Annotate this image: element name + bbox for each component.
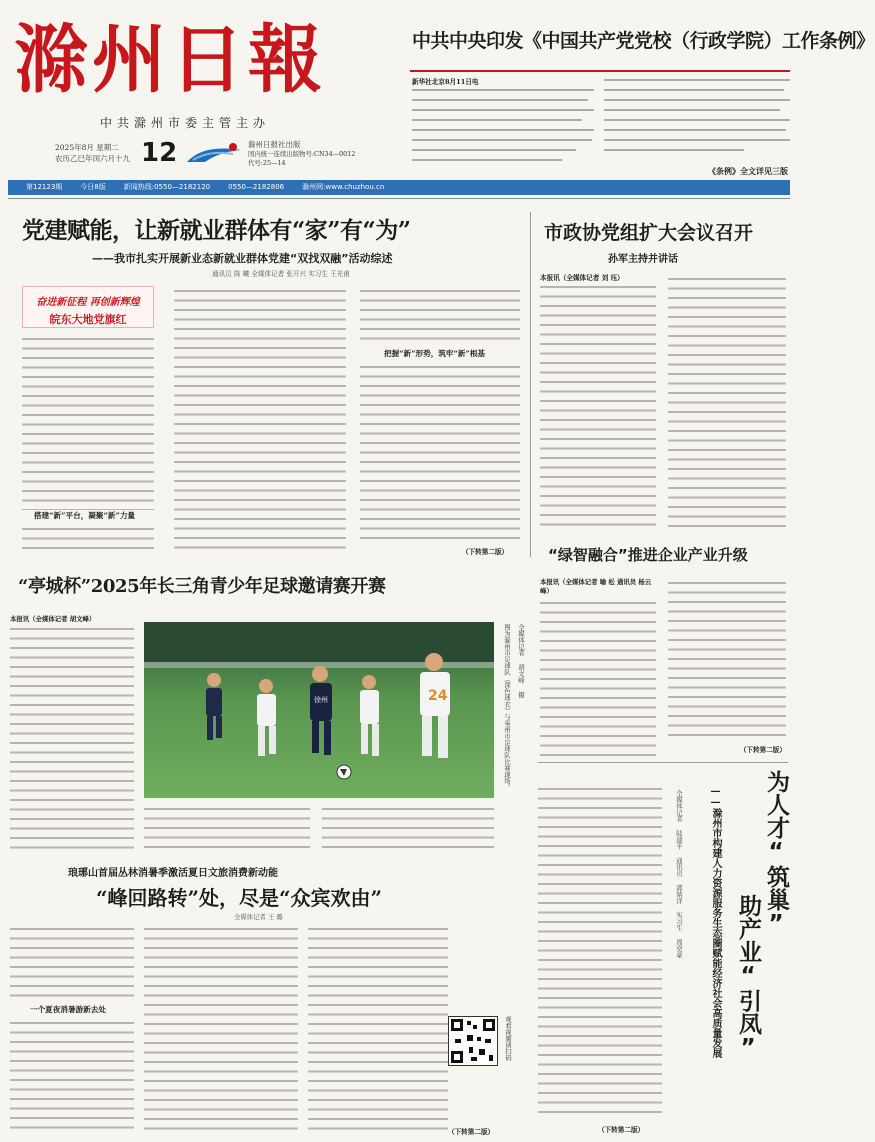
top-story-column-1: [412, 86, 594, 162]
story-langya-byline: 全媒体记者 王 璐: [234, 913, 283, 921]
story-langya-col-1a: [10, 924, 134, 1002]
column-divider-upper: [530, 212, 531, 557]
publisher-block: [248, 141, 355, 167]
story-langya-kicker: 琅琊山首届丛林消暑季激活夏日文旅消费新动能: [68, 868, 278, 879]
story-cppcc-col-1: [540, 282, 656, 532]
story-langya-headline: “峰回路转”处，尽是“众宾欢由”: [96, 886, 383, 910]
jersey-team-text: 徐州: [314, 696, 328, 704]
paper-emblem-icon: [183, 140, 245, 166]
story-langya-section-1: 一个夏夜消暑游新去处: [30, 1005, 106, 1014]
website-link[interactable]: 滁州网:www.chuzhou.cn: [302, 183, 385, 191]
sponsor-line: 中共滁州市委主管主办: [100, 116, 271, 130]
publisher: 滁州日报社出版: [248, 140, 301, 149]
story-green-continued: （下转第二版）: [739, 746, 786, 754]
day-number: 12: [141, 138, 178, 168]
story-football-col-1: [10, 624, 134, 856]
qr-caption: 观看视频请扫码: [504, 1016, 512, 1061]
story-talent-col-1: [538, 784, 662, 1118]
lunar-date: 农历乙巳年闰六月十九: [55, 154, 130, 163]
story-green-col-2: [668, 578, 786, 742]
story-langya-col-1b: [10, 1018, 134, 1134]
postal-code: 代号:25—14: [248, 158, 286, 167]
story-party-col-3a: [360, 286, 520, 344]
story-party: [22, 212, 522, 557]
top-story: [410, 8, 875, 176]
story-cppcc: [538, 212, 788, 532]
story-langya-continued: （下转第二版）: [448, 1128, 495, 1136]
date-block: [55, 142, 130, 164]
news-hotline: 新闻热线:0550—2182120: [123, 183, 211, 191]
jersey-number-text: 24: [428, 688, 448, 704]
story-party-badge: [22, 286, 154, 328]
story-party-section-2: 把握“新”形势，筑牢“新”根基: [384, 349, 486, 358]
story-cppcc-headline: 市政协党组扩大会议召开: [544, 222, 754, 244]
story-green-byline: 本报讯（全媒体记者 喻 松 通讯员 杨云峰）: [540, 578, 652, 595]
story-cppcc-subheadline: 孙军主持并讲话: [608, 254, 678, 265]
top-story-link[interactable]: 《条例》全文详见三版: [708, 166, 788, 176]
football-photo: [144, 622, 494, 798]
story-party-col-2: [174, 286, 346, 556]
story-green: [538, 540, 788, 758]
date-line: 2025年8月: [55, 143, 94, 152]
story-party-subheadline: ——我市扎实开展新业态新就业群体党建“双找双融”活动综述: [92, 252, 393, 265]
cn-number: 国内统一连续出版物号:CN34—0012: [248, 149, 356, 158]
story-party-col-3b: [360, 362, 520, 542]
column-divider-lower: [538, 762, 788, 763]
story-party-continued: （下转第二版）: [462, 548, 509, 556]
story-green-headline: “绿智融合”推进企业产业升级: [548, 546, 748, 564]
story-party-col-1b: [22, 524, 154, 554]
info-bar: [8, 180, 790, 195]
story-talent-byline: 全媒体记者 陆建平 通讯员 郭婧洋 实习生 周奕豪: [675, 790, 683, 958]
story-langya-col-2: [144, 924, 298, 1134]
story-green-col-1: [540, 598, 656, 756]
story-cppcc-byline: 本报讯（全媒体记者 刘 珏）: [540, 274, 624, 282]
story-football-byline: 本报讯（全媒体记者 胡文峰）: [10, 615, 96, 623]
story-talent-headline-1: 为人才“筑巢”: [763, 770, 789, 937]
qr-code[interactable]: [448, 1016, 498, 1066]
ad-phone: 0550—2182806: [228, 183, 285, 191]
newspaper-logo: 滁州日報: [14, 17, 326, 103]
story-talent-headline-2: 助产业“引凤”: [735, 894, 761, 1061]
story-football-col-2: [144, 804, 310, 852]
story-party-section-1: 搭建“新”平台，凝聚“新”力量: [34, 511, 136, 520]
badge-line-1: 奋进新征程 再创新辉煌: [36, 297, 140, 308]
top-story-column-2: [604, 66, 790, 162]
story-football-col-3: [322, 804, 494, 852]
story-party-headline: 党建赋能，让新就业群体有“家”有“为”: [22, 217, 411, 244]
issue-number: 第12123期: [26, 183, 63, 191]
photo-credit: 全媒体记者 胡文峰 摄: [517, 624, 525, 698]
story-talent-continued: （下转第二版）: [598, 1126, 645, 1134]
story-football-headline: “亭城杯”2025年长三角青少年足球邀请赛开赛: [18, 576, 386, 597]
story-talent: [538, 770, 794, 1136]
story-cppcc-col-2: [668, 274, 786, 532]
story-party-col-1: [22, 334, 154, 510]
story-football: [8, 568, 530, 856]
story-langya: [8, 864, 530, 1136]
top-story-dateline: 新华社北京8月11日电: [412, 78, 479, 86]
story-party-byline: 通讯员 陈 曦 全媒体记者 张开兴 实习生 王光甫: [212, 270, 350, 278]
page-count: 今日8版: [80, 183, 106, 191]
story-langya-col-3: [308, 924, 448, 1134]
masthead-divider: [8, 198, 790, 199]
weekday: 星期二: [96, 143, 119, 152]
top-story-headline: 中共中央印发《中国共产党党校（行政学院）工作条例》: [412, 30, 875, 52]
badge-line-2: 皖东大地党旗红: [49, 313, 127, 326]
photo-caption: 图为滁州市足球队（深色球衣）与亳州市足球队比赛现场。: [503, 624, 511, 791]
story-talent-subheadline: ——滁州市构建人力资源服务生态圈赋能经济社会高质量发展: [710, 786, 721, 1058]
